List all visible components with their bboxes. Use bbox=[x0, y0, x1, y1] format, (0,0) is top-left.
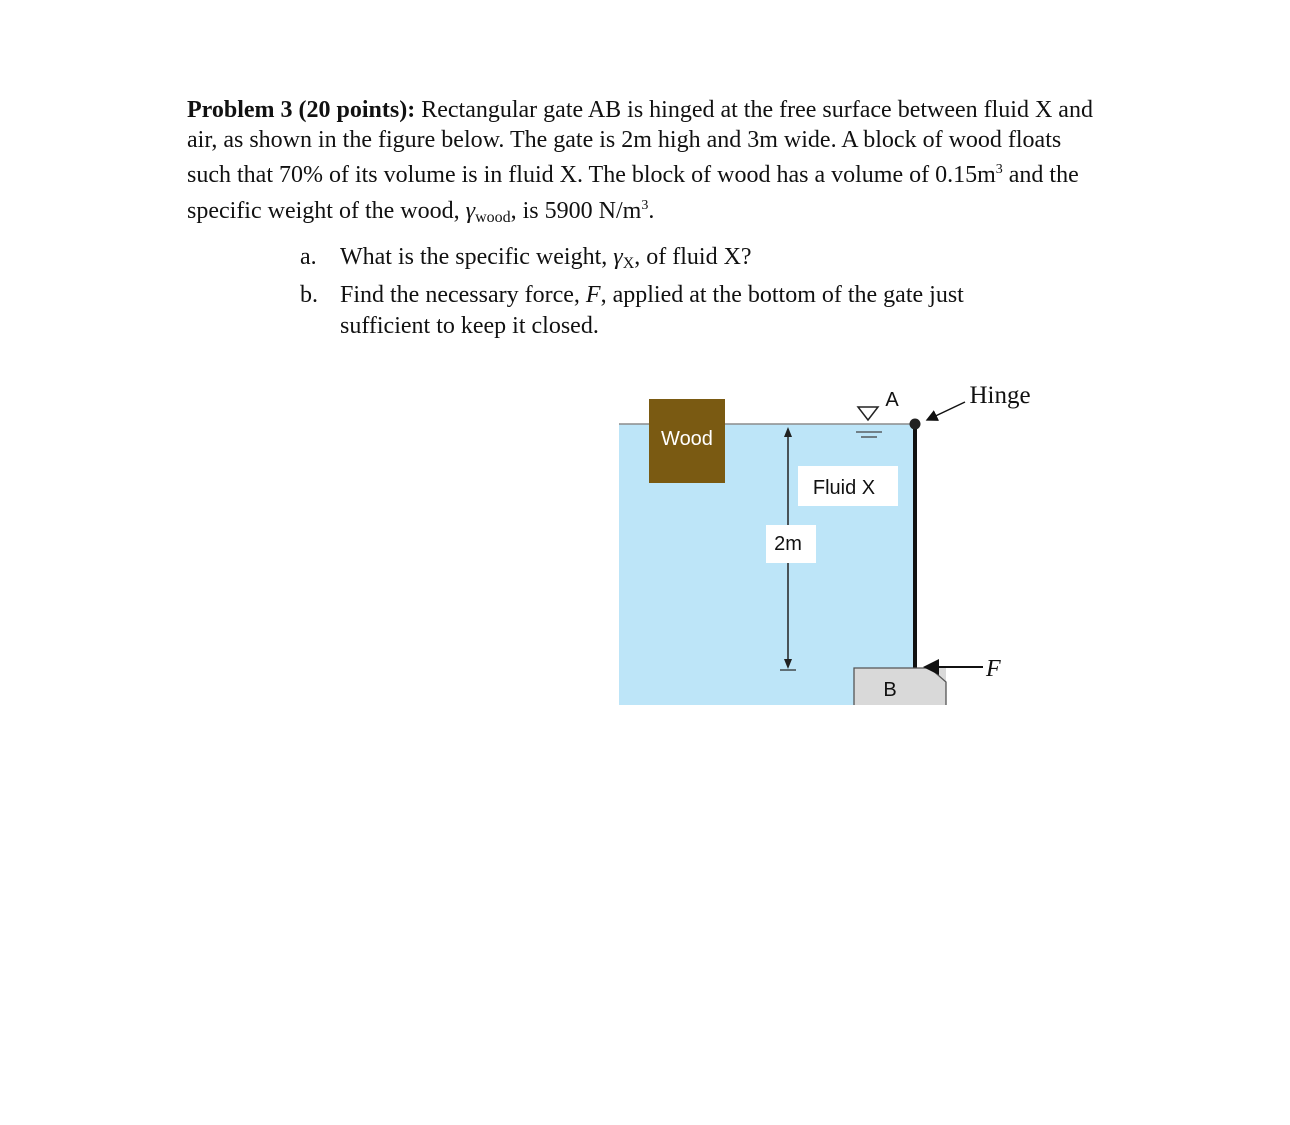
question-text: , of fluid X? bbox=[634, 244, 752, 270]
free-surface-symbol-icon bbox=[858, 407, 878, 420]
hinge-pointer bbox=[927, 402, 965, 420]
problem-text-part-4: . bbox=[648, 197, 655, 224]
volume-exponent: 3 bbox=[995, 162, 1003, 177]
question-text: What is the specific weight, bbox=[340, 244, 614, 270]
problem-paragraph bbox=[187, 96, 1107, 232]
ground-block bbox=[854, 668, 946, 705]
problem-statement bbox=[187, 96, 1107, 232]
wood-label: Wood bbox=[661, 428, 713, 450]
question-marker: b. bbox=[300, 281, 318, 308]
force-symbol: F bbox=[585, 281, 601, 308]
gate-diagram bbox=[600, 370, 1060, 715]
problem-heading: Problem 3 (20 points): bbox=[187, 97, 416, 123]
question-b bbox=[300, 280, 1060, 343]
gamma-x-subscript: X bbox=[622, 255, 635, 272]
question-text: , applied at the bottom of the gate just sufficient to keep it closed. bbox=[340, 281, 964, 339]
unit-exponent: 3 bbox=[641, 197, 649, 213]
question-marker: a. bbox=[300, 244, 317, 270]
hinge-pin bbox=[910, 419, 921, 430]
gamma-x-symbol: γ bbox=[613, 244, 623, 270]
fluid-label: Fluid X bbox=[812, 477, 876, 499]
hinge-label: Hinge bbox=[969, 382, 1031, 409]
problem-text-part-3: , is 5900 N/m bbox=[510, 197, 642, 224]
gamma-wood-subscript: wood bbox=[475, 208, 511, 226]
question-list bbox=[300, 242, 1060, 343]
force-label: F bbox=[986, 656, 1001, 682]
problem-text-part-1: Rectangular gate AB is hinged at the free surface between fluid X and air, as shown in the figure below. The gate is 2m high and 3m wide. A block of wood floats such that 70% of its volume is in fluid X. The block of wood has a volume of 0.15m bbox=[187, 97, 1093, 188]
problem-text-part-2: and the specific weight of the wood, bbox=[187, 162, 1079, 224]
question-text: Find the necessary force, bbox=[340, 281, 586, 308]
gamma-wood-symbol: γ bbox=[465, 197, 476, 224]
question-a bbox=[300, 242, 1060, 280]
gate-figure bbox=[600, 370, 1060, 715]
point-a-label: A bbox=[885, 389, 899, 411]
dimension-label: 2m bbox=[774, 533, 802, 555]
point-b-label: B bbox=[883, 679, 897, 701]
